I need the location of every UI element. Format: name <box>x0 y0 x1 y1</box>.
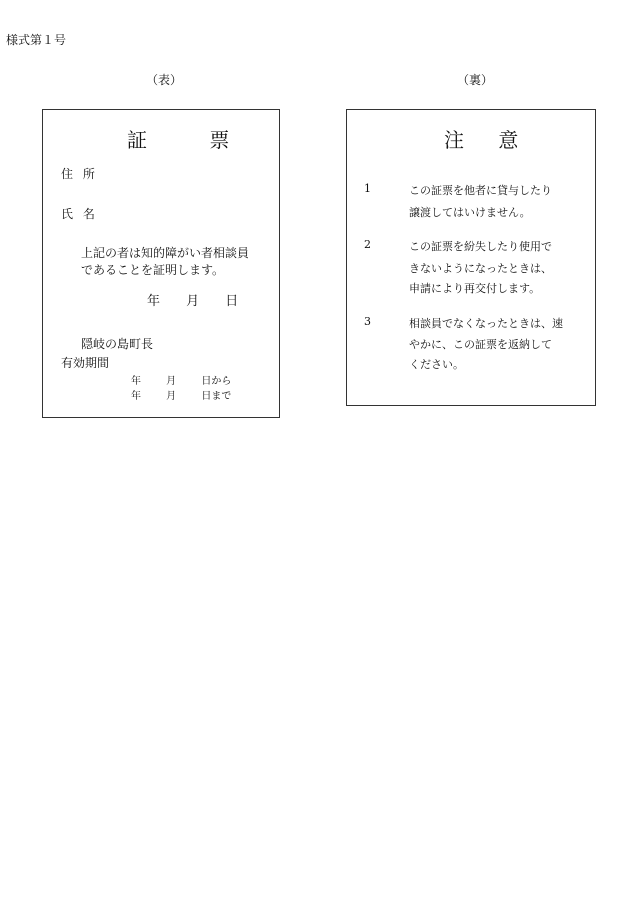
front-side-label: （表） <box>146 73 183 87</box>
certificate-title: 証 票 <box>127 128 258 152</box>
note-text-line: 申請により再交付します。 <box>409 282 541 295</box>
certificate-front-card <box>42 109 280 418</box>
note-text-line: やかに、この証票を返納して <box>409 338 552 351</box>
note-text-line: きないようになったときは、 <box>409 262 552 275</box>
note-text-line: ください。 <box>409 358 464 371</box>
note-text-line: 譲渡してはいけません。 <box>409 206 531 219</box>
valid-until-line: 年 月 日まで <box>131 391 232 402</box>
form-number: 様式第１号 <box>6 33 67 47</box>
note-text-line: 相談員でなくなったときは、速 <box>409 317 563 330</box>
address-label: 住 所 <box>61 167 95 181</box>
validity-period-label: 有効期間 <box>61 356 110 370</box>
certification-text-line: 上記の者は知的障がい者相談員 <box>81 246 250 260</box>
note-text-line: この証票を他者に貸与したり <box>409 184 552 197</box>
note-number: 2 <box>364 238 371 251</box>
notice-title: 注 意 <box>444 128 533 152</box>
certification-text-line: であることを証明します。 <box>81 263 225 277</box>
valid-from-line: 年 月 日から <box>131 376 232 387</box>
note-number: 1 <box>364 182 371 195</box>
note-text-line: この証票を紛失したり使用で <box>409 240 552 253</box>
note-number: 3 <box>364 315 371 328</box>
certificate-back-card <box>346 109 596 406</box>
name-label: 氏 名 <box>61 207 95 221</box>
issuer-name: 隠岐の島町長 <box>81 337 154 351</box>
back-side-label: （裏） <box>457 73 494 87</box>
issue-date-line: 年 月 日 <box>147 294 239 309</box>
